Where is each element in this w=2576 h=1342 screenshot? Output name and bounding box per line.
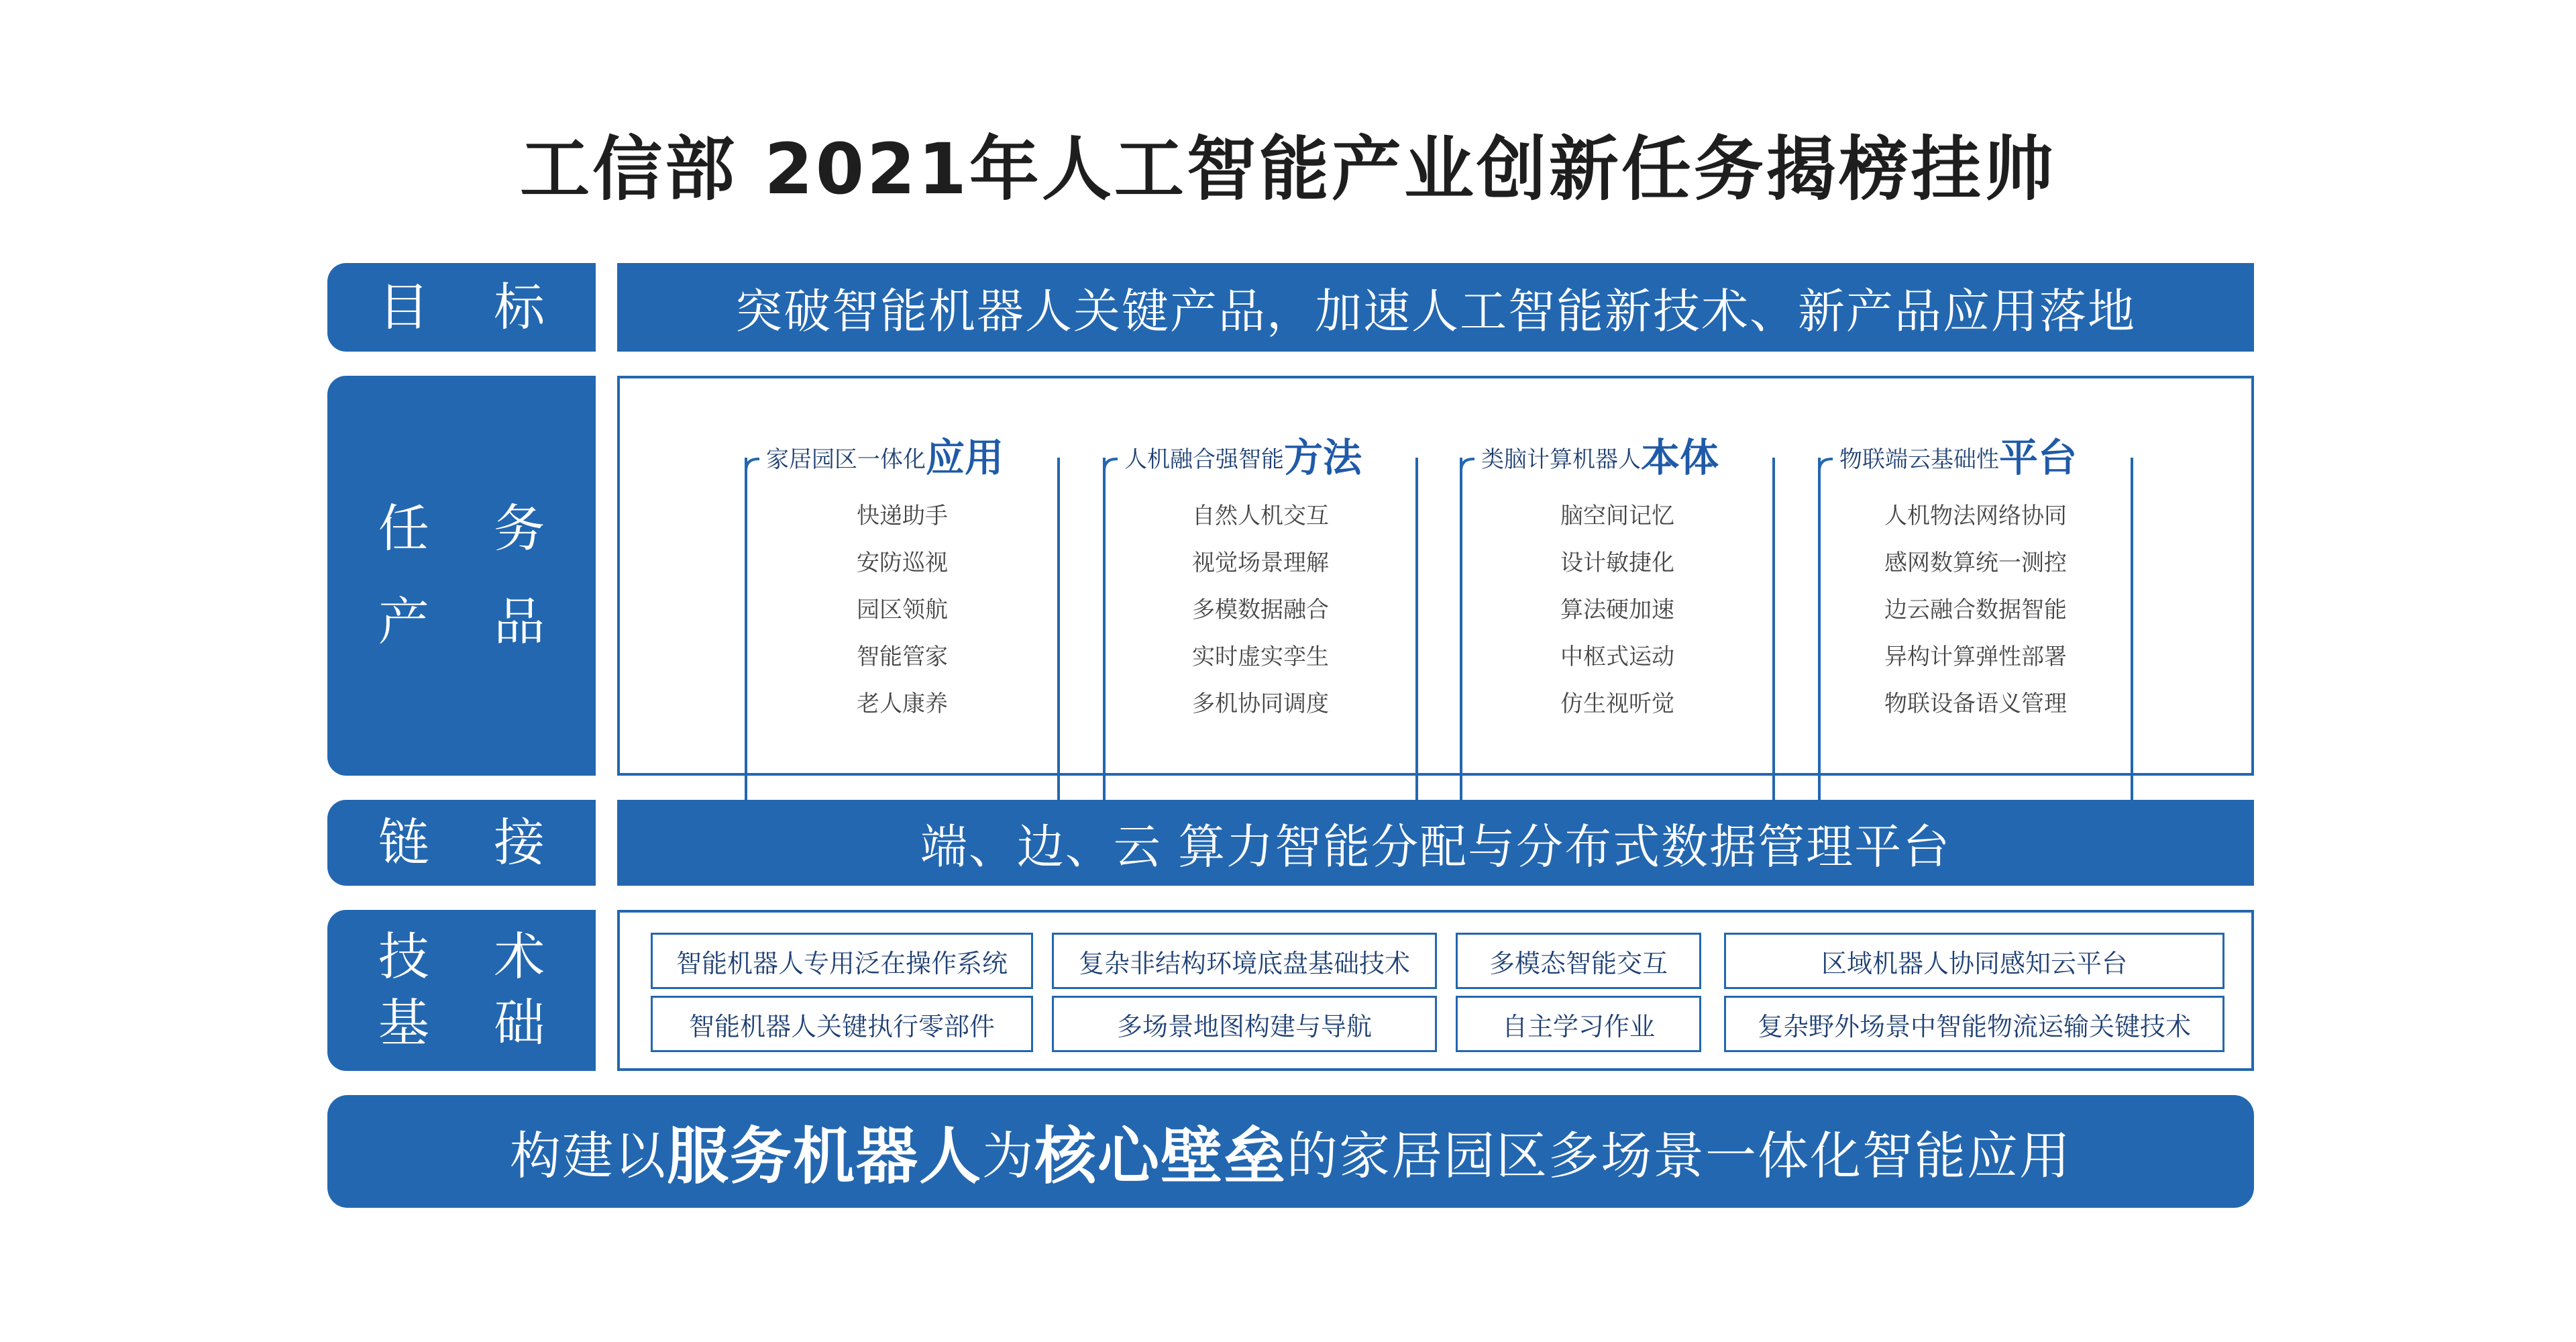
- label-tech: [327, 910, 596, 1071]
- link-bar: [617, 800, 2254, 886]
- label-task-line1: 任 务: [378, 499, 570, 559]
- product-head-small-2: 类脑计算机器人: [1481, 446, 1641, 473]
- product-head-1: [1118, 436, 1368, 479]
- list-item: 多模数据融合: [1192, 597, 1329, 623]
- product-head-big-1: 方法: [1284, 435, 1362, 480]
- list-item: 安防巡视: [857, 550, 948, 576]
- goal-bar: [617, 263, 2254, 352]
- product-head-big-0: 应用: [926, 435, 1004, 480]
- product-head-small-3: 物联端云基础性: [1839, 446, 1999, 473]
- list-item: 算法硬加速: [1560, 597, 1674, 623]
- label-goal: [327, 263, 596, 352]
- tech-item: 复杂野外场景中智能物流运输关键技术: [1724, 996, 2224, 1052]
- list-item: 中枢式运动: [1560, 643, 1674, 670]
- tech-item: 自主学习作业: [1456, 996, 1701, 1052]
- goal-text: 突破智能机器人关键产品，加速人工智能新技术、新产品应用落地: [735, 283, 2136, 339]
- product-items-0: [745, 493, 1060, 727]
- tech-item: 区域机器人协同感知云平台: [1724, 933, 2224, 989]
- product-head-2: [1474, 436, 1725, 479]
- product-head-small-1: 人机融合强智能: [1124, 446, 1284, 473]
- tech-item: 智能机器人关键执行零部件: [651, 996, 1033, 1052]
- tech-item: 复杂非结构环境底盘基础技术: [1052, 933, 1437, 989]
- product-head-0: [759, 436, 1010, 479]
- bottom-part2: 为: [982, 1125, 1034, 1186]
- list-item: 视觉场景理解: [1192, 550, 1329, 576]
- list-item: 自然人机交互: [1192, 503, 1329, 529]
- link-text: 端、边、云 算力智能分配与分布式数据管理平台: [920, 819, 1951, 874]
- bottom-banner: [327, 1095, 2254, 1208]
- list-item: 老人康养: [857, 690, 948, 717]
- list-item: 人机物法网络协同: [1884, 503, 2067, 529]
- product-head-big-2: 本体: [1641, 435, 1719, 480]
- list-item: 仿生视听觉: [1560, 690, 1674, 717]
- tech-item: 多场景地图构建与导航: [1052, 996, 1437, 1052]
- product-head-big-3: 平台: [1999, 435, 2078, 480]
- label-tech-line2: 基 础: [378, 993, 570, 1053]
- list-item: 脑空间记忆: [1560, 503, 1674, 529]
- list-item: 园区领航: [857, 597, 948, 623]
- list-item: 快递助手: [857, 503, 948, 529]
- list-item: 设计敏捷化: [1560, 550, 1674, 576]
- label-link-text: 链 接: [378, 812, 570, 872]
- label-task-line2: 产 品: [378, 592, 570, 652]
- list-item: 实时虚实孪生: [1192, 643, 1329, 670]
- label-goal-text: 目 标: [378, 276, 570, 337]
- list-item: 异构计算弹性部署: [1884, 643, 2067, 670]
- page-title: 工信部 2021年人工智能产业创新任务揭榜挂帅: [520, 128, 2056, 210]
- product-items-3: [1818, 493, 2133, 727]
- bottom-part3: 的家居园区多场景一体化智能应用: [1287, 1125, 2072, 1186]
- label-tech-line1: 技 术: [378, 927, 570, 987]
- list-item: 智能管家: [857, 643, 948, 670]
- product-items-1: [1103, 493, 1418, 727]
- bottom-part1: 构建以: [509, 1125, 667, 1186]
- bottom-em1: 服务机器人: [666, 1121, 982, 1192]
- label-link: [327, 800, 596, 886]
- list-item: 边云融合数据智能: [1884, 597, 2067, 623]
- list-item: 感网数算统一测控: [1884, 550, 2067, 576]
- bottom-em2: 核心壁垒: [1034, 1121, 1287, 1192]
- product-head-3: [1833, 436, 2084, 479]
- tech-panel: [617, 910, 2254, 1071]
- tech-item: 智能机器人专用泛在操作系统: [651, 933, 1033, 989]
- list-item: 物联设备语义管理: [1884, 690, 2067, 717]
- product-items-2: [1460, 493, 1775, 727]
- label-task-products: [327, 376, 596, 776]
- tech-item: 多模态智能交互: [1456, 933, 1701, 989]
- list-item: 多机协同调度: [1192, 690, 1329, 717]
- products-panel: [617, 376, 2254, 776]
- product-head-small-0: 家居园区一体化: [766, 446, 926, 473]
